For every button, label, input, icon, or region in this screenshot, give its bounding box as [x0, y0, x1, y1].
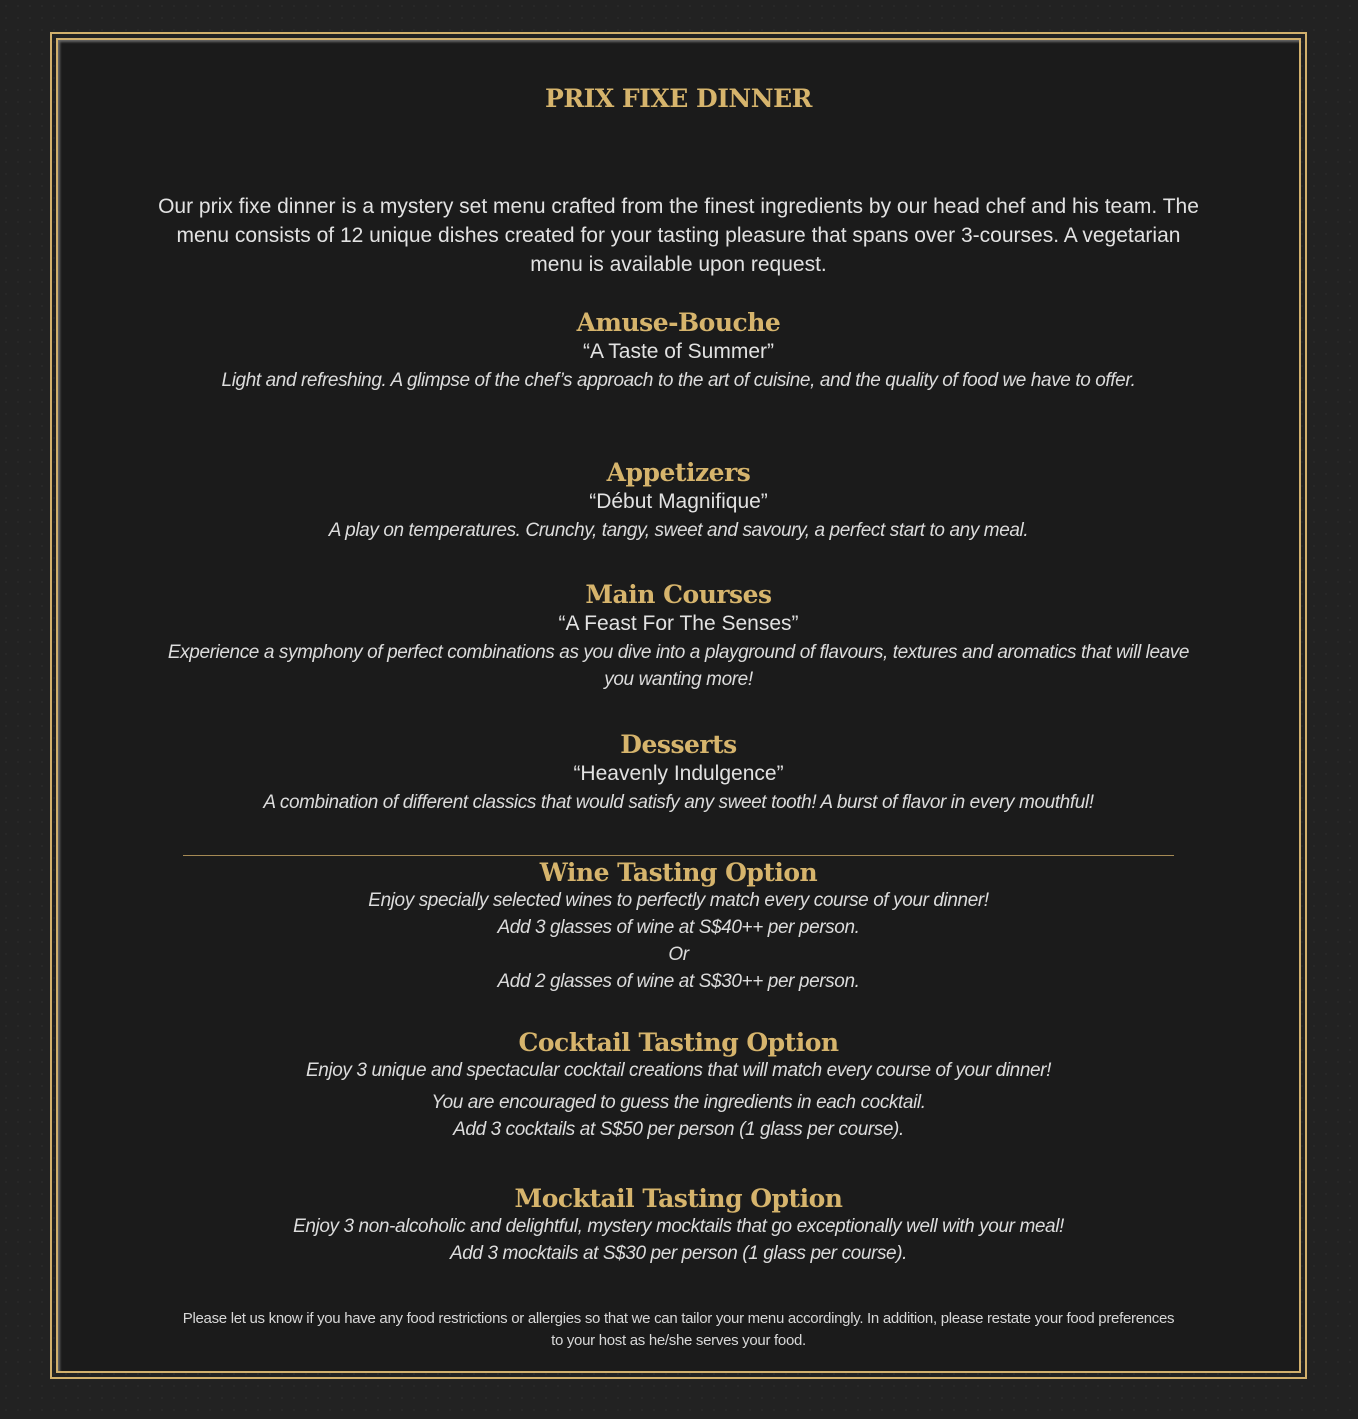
course-subtitle: “A Taste of Summer” [582, 340, 774, 363]
course-description: A combination of different classics that would satisfy any sweet tooth! A burst of flavor in every mouthful! [263, 792, 1094, 813]
course-subtitle: “Début Magnifique” [589, 490, 768, 513]
course-amuse-bouche [158, 308, 1199, 394]
option-line: Enjoy 3 unique and spectacular cocktail creations that will match every course of your dinner! [306, 1060, 1051, 1081]
option-heading: Mocktail Tasting Option [514, 1184, 843, 1213]
intro-text: Our prix fixe dinner is a mystery set menu crafted from the finest ingredients by our head chef and his team. The menu consists of 12 unique dishes created for your tasting pleasure that spans over 3-courses. A vegetarian menu is available upon request. [158, 195, 1199, 276]
course-appetizers [158, 458, 1199, 544]
course-heading: Appetizers [606, 458, 751, 487]
option-wine [158, 858, 1199, 995]
course-heading: Main Courses [585, 580, 772, 609]
option-heading: Wine Tasting Option [539, 858, 818, 887]
course-description: Light and refreshing. A glimpse of the chef’s approach to the art of cuisine, and the quality of food we have to offer. [221, 370, 1136, 391]
course-desserts [158, 730, 1199, 816]
option-line: Or [668, 944, 689, 965]
option-line: Add 3 glasses of wine at S$40++ per person. [497, 917, 860, 938]
option-mocktail [158, 1184, 1199, 1267]
option-cocktail [158, 1028, 1199, 1143]
menu-panel [56, 38, 1301, 1373]
course-heading: Desserts [620, 730, 737, 759]
option-line: You are encouraged to guess the ingredients in each cocktail. [431, 1092, 926, 1113]
course-subtitle: “Heavenly Indulgence” [573, 762, 784, 785]
course-heading: Amuse-Bouche [576, 308, 781, 337]
allergy-note: Please let us know if you have any food restrictions or allergies so that we can tailor your menu accordingly. In addition, please restate your food preferences to your host as he/she serves your food. [182, 1310, 1175, 1349]
course-description: A play on temperatures. Crunchy, tangy, sweet and savoury, a perfect start to any meal. [328, 520, 1029, 541]
divider [183, 855, 1174, 856]
course-description: Experience a symphony of perfect combinations as you dive into a playground of flavours, textures and aromatics that will leave you wanting more! [167, 642, 1190, 690]
option-line: Add 3 mocktails at S$30 per person (1 glass per course). [449, 1243, 908, 1264]
option-line: Enjoy specially selected wines to perfectly match every course of your dinner! [368, 890, 989, 911]
option-line: Add 3 cocktails at S$50 per person (1 glass per course). [453, 1119, 904, 1140]
option-line: Enjoy 3 non-alcoholic and delightful, mystery mocktails that go exceptionally well with your meal! [293, 1216, 1064, 1237]
menu-frame [50, 32, 1307, 1379]
option-heading: Cocktail Tasting Option [518, 1028, 839, 1057]
page-title: PRIX FIXE DINNER [545, 84, 812, 113]
course-subtitle: “A Feast For The Senses” [558, 612, 799, 635]
course-main-courses [158, 580, 1199, 693]
option-line: Add 2 glasses of wine at S$30++ per person. [497, 971, 860, 992]
